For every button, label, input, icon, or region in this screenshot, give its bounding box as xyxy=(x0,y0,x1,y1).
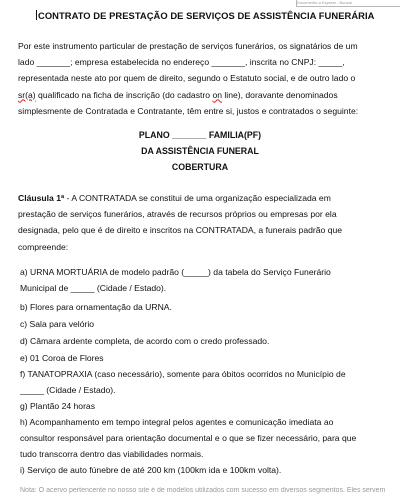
plan-line-3: COBERTURA xyxy=(171,161,229,172)
item-f-line-1: f) TANATOPRAXIA (caso necessário), somente para óbitos ocorridos no Município de xyxy=(20,369,346,379)
item-f xyxy=(20,366,374,398)
item-b xyxy=(20,299,374,315)
plan-line-2: DA ASSISTÊNCIA FUNERAL xyxy=(141,145,259,156)
item-b-line-1: b) Flores para ornamentação da URNA. xyxy=(20,302,172,312)
document-title xyxy=(36,10,376,21)
intro-line-4-mid: qualificado na ficha de inscrição (do cadastro xyxy=(35,89,213,100)
intro-line-4 xyxy=(18,87,373,103)
text-cursor xyxy=(36,10,37,20)
item-i-line-1: i) Serviço de auto fúnebre de até 200 km (100km ida e 100km volta). xyxy=(20,465,282,475)
clause-1-label: Cláusula 1ª xyxy=(18,193,65,203)
footer-note-text: Nota: O acervo pertencente no nosso site é de modelos utilizados com sucesso em diversos segmentos. Eles servem xyxy=(20,487,386,494)
item-d-line-1: d) Câmara ardente completa, de acordo com o credo professado. xyxy=(20,336,270,346)
item-d xyxy=(20,333,374,349)
item-h-line-2: consultor responsável para orientação documental e o que se fizer necessário, para que xyxy=(20,433,357,444)
plan-line-1: PLANO _______ FAMILIA(PF) xyxy=(138,130,262,140)
clause-1-text: - A CONTRATADA se constitui de uma organização especializada em xyxy=(64,193,331,203)
item-c xyxy=(20,316,374,332)
item-h-line-1: h) Acompanhamento em tempo integral pelos agentes e comunicação imediata ao xyxy=(20,417,334,427)
item-h xyxy=(20,414,374,463)
clause-1-line-4: compreende: xyxy=(18,241,69,252)
item-f-line-2: _____ (Cidade / Estado). xyxy=(20,385,116,396)
item-e xyxy=(20,350,374,366)
item-a-line-2: Municipal de _____ (Cidade / Estado). xyxy=(20,283,167,294)
spell-marked-on: on xyxy=(212,89,222,100)
intro-line-2: lado _______; empresa estabelecida no endereço _______, inscrita no CNPJ: _____, xyxy=(18,57,345,68)
spell-marked-sr: sr(a) xyxy=(18,89,36,100)
intro-line-4-post: line), doravante denominados xyxy=(222,89,338,100)
item-a-line-1: a) URNA MORTUÁRIA de modelo padrão (_____) da tabela do Serviço Funerário xyxy=(20,267,331,277)
footer-note xyxy=(20,487,400,494)
intro-line-5: simplesmente de Contratada e Contratante, têm entre si, justos e contratados o seguinte: xyxy=(18,105,359,116)
item-c-line-1: c) Sala para velório xyxy=(20,319,95,329)
item-g xyxy=(20,398,374,414)
item-g-line-1: g) Plantão 24 horas xyxy=(20,401,96,411)
item-i xyxy=(20,462,374,478)
plan-heading xyxy=(0,128,400,175)
intro-paragraph xyxy=(18,38,373,119)
item-e-line-1: e) 01 Coroa de Flores xyxy=(20,353,104,363)
clause-1-line-3: designada, pelo que é de direito e inscritos na CONTRATADA, a funerais padrão que xyxy=(18,225,343,236)
intro-line-3: representada neste ato por quem de direito, segundo o Estatuto social, e de outro lado o xyxy=(18,73,356,84)
document-title-text: CONTRATO DE PRESTAÇÃO DE SERVIÇOS DE ASSISTÊNCIA FUNERÁRIA xyxy=(38,10,375,21)
clause-1-line-1 xyxy=(18,190,373,206)
item-h-line-3: tudo transcorra dentro das viabilidades normais. xyxy=(20,449,204,460)
intro-line-1: Por este instrumento particular de prestação de serviços funerários, os signatários de um xyxy=(18,41,358,51)
item-a xyxy=(20,264,374,296)
clause-1-line-2: prestação de serviços funerários, através de recursos próprios ou empresas por ela xyxy=(18,209,337,220)
clause-1 xyxy=(18,190,373,255)
top-edge-box: Documento a Esperar - Bonsai xyxy=(296,0,400,7)
